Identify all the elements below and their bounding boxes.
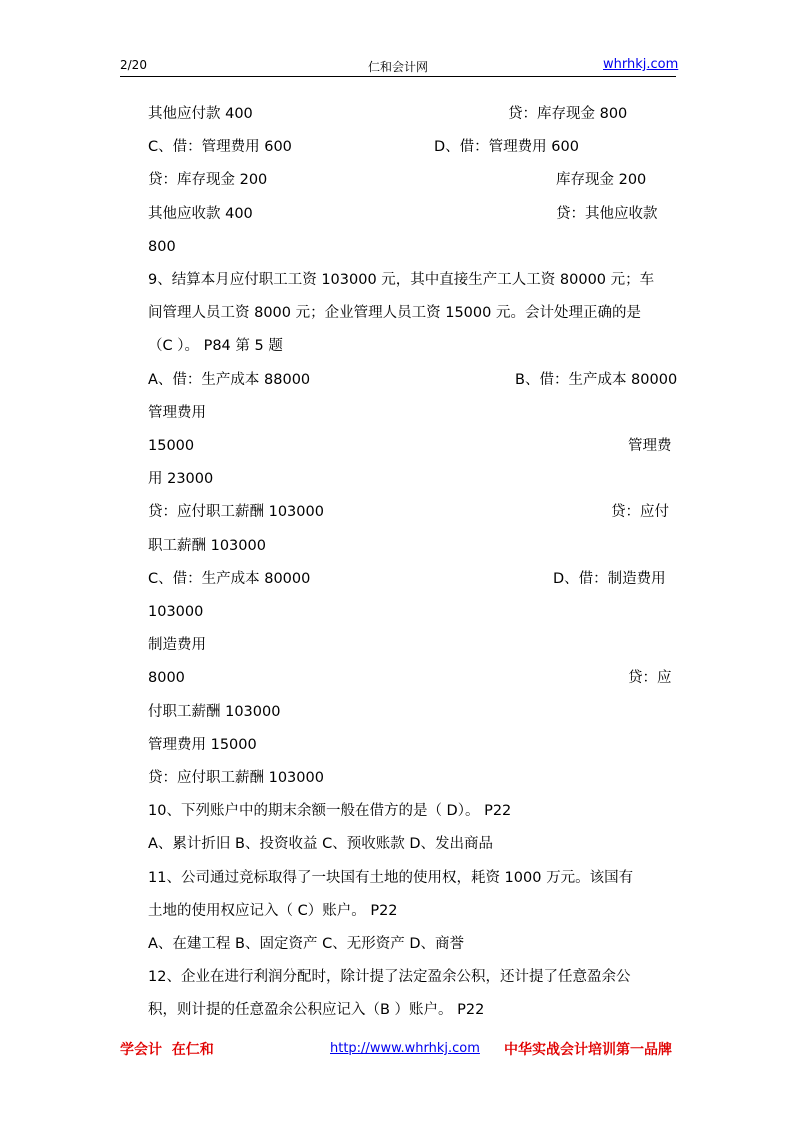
footer-slogan: 学会计 在仁和	[120, 1042, 214, 1058]
text-line: C、借：生产成本 80000	[148, 571, 311, 587]
page-number: 2/20	[120, 58, 147, 72]
text-line-right: D、借：制造费用	[553, 571, 666, 587]
text-line: 付职工薪酬 103000	[148, 704, 281, 720]
text-line: 其他应收款 400	[148, 206, 253, 222]
footer-tagline: 中华实战会计培训第一品牌	[504, 1042, 672, 1058]
text-line: 其他应付款 400	[148, 106, 253, 122]
footer-url-link[interactable]: http://www.whrhkj.com	[330, 1041, 480, 1056]
text-line: 贷：应付职工薪酬 103000	[148, 504, 324, 520]
text-line-right: D、借：管理费用 600	[434, 139, 579, 155]
text-line: 8000	[148, 670, 185, 686]
header-site-link[interactable]: whrhkj.com	[603, 57, 679, 72]
header-rule	[120, 76, 676, 77]
text-line-right: 贷：其他应收款	[556, 206, 658, 222]
text-line: 贷：应付职工薪酬 103000	[148, 770, 324, 786]
header-title: 仁和会计网	[368, 60, 429, 74]
text-line: 9、结算本月应付职工工资 103000 元，其中直接生产工人工资 80000 元；车	[148, 272, 655, 288]
text-line: 11、公司通过竞标取得了一块国有土地的使用权，耗资 1000 万元。该国有	[148, 870, 634, 886]
text-line: 15000	[148, 438, 195, 454]
text-line: 800	[148, 239, 176, 255]
text-line-right: 贷：应	[628, 670, 672, 686]
text-line: 10、下列账户中的期末余额一般在借方的是（ D）。 P22	[148, 803, 512, 819]
text-line: 贷：库存现金 200	[148, 172, 268, 188]
text-line: 土地的使用权应记入（ C）账户。 P22	[148, 903, 398, 919]
text-line: 管理费用	[148, 405, 206, 421]
text-line: C、借：管理费用 600	[148, 139, 292, 155]
text-line-right: 贷：应付	[611, 504, 669, 520]
text-line: A、借：生产成本 88000	[148, 372, 311, 388]
text-line-right: 管理费	[628, 438, 672, 454]
text-line: 间管理人员工资 8000 元；企业管理人员工资 15000 元。会计处理正确的是	[148, 305, 641, 321]
text-line: 职工薪酬 103000	[148, 538, 266, 554]
text-line: A、在建工程 B、固定资产 C、无形资产 D、商誉	[148, 936, 464, 952]
text-line: 积，则计提的任意盈余公积应记入（B ）账户。 P22	[148, 1002, 485, 1018]
text-line: 用 23000	[148, 471, 214, 487]
text-line: 12、企业在进行利润分配时，除计提了法定盈余公积，还计提了任意盈余公	[148, 969, 631, 985]
text-line-right: 库存现金 200	[556, 172, 647, 188]
text-line-right: B、借：生产成本 80000	[515, 372, 678, 388]
text-line: 制造费用	[148, 637, 206, 653]
text-line: 103000	[148, 604, 204, 620]
text-line: 管理费用 15000	[148, 737, 257, 753]
text-line: A、累计折旧 B、投资收益 C、预收账款 D、发出商品	[148, 836, 493, 852]
text-line: （C ）。 P84 第 5 题	[148, 338, 283, 354]
text-line-right: 贷：库存现金 800	[508, 106, 628, 122]
